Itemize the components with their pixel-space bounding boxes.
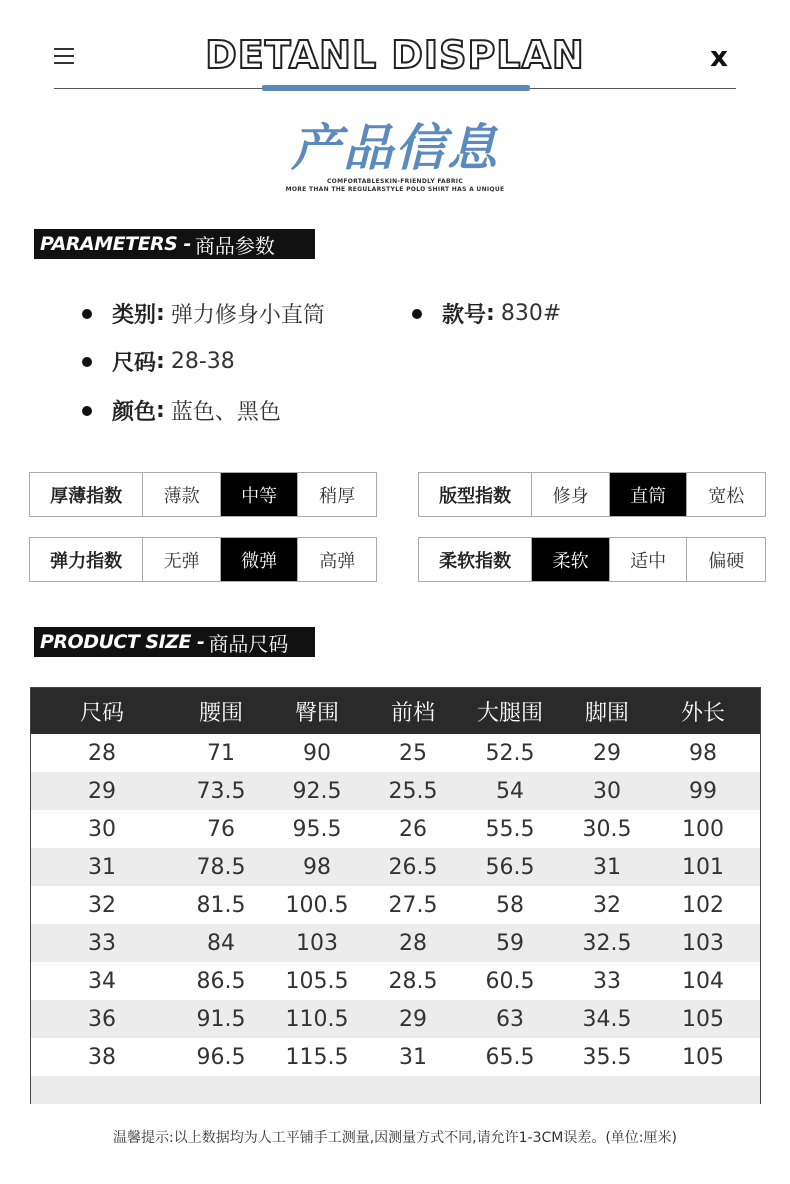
table-row [31, 810, 760, 848]
table-cell: 104 [682, 968, 724, 994]
param-value: 弹力修身小直筒 [170, 303, 325, 328]
table-cell: 32 [88, 892, 116, 918]
table-cell: 103 [682, 930, 724, 956]
table-cell: 101 [682, 854, 724, 880]
table-cell: 30 [593, 778, 621, 804]
index-option-selected: 柔软 [532, 538, 610, 581]
header-accent-bar [262, 85, 530, 91]
size-banner-cn: 商品尺码 [208, 631, 289, 656]
table-row [31, 848, 760, 886]
table-cell: 32 [593, 892, 621, 918]
table-cell: 86.5 [196, 968, 246, 994]
column-header: 腰围 [198, 700, 243, 726]
table-cell: 100 [682, 816, 724, 842]
table-cell: 63 [496, 1006, 524, 1032]
table-cell: 96.5 [196, 1044, 246, 1070]
table-cell: 84 [207, 930, 235, 956]
table-cell: 55.5 [485, 816, 535, 842]
table-cell: 81.5 [196, 892, 246, 918]
table-cell: 34 [88, 968, 116, 994]
table-cell: 31 [399, 1044, 427, 1070]
table-cell: 29 [88, 778, 116, 804]
table-row [31, 962, 760, 1000]
param-sep: : [156, 398, 165, 423]
table-row [31, 886, 760, 924]
table-cell: 60.5 [485, 968, 535, 994]
table-cell: 102 [682, 892, 724, 918]
table-cell: 78.5 [196, 854, 246, 880]
size-banner-en: PRODUCT SIZE - [40, 631, 205, 653]
table-cell: 26 [399, 816, 427, 842]
param-sep: : [156, 301, 165, 326]
table-cell: 27.5 [388, 892, 438, 918]
size-table [30, 687, 761, 1104]
param-size [82, 346, 235, 377]
table-cell: 52.5 [485, 740, 535, 766]
param-key: 款号 [442, 303, 487, 328]
index-thickness [29, 472, 377, 517]
table-row [31, 734, 760, 772]
param-color [82, 395, 281, 426]
column-header: 脚围 [584, 700, 629, 726]
table-cell: 29 [593, 740, 621, 766]
param-key: 尺码 [112, 351, 157, 376]
table-cell: 92.5 [292, 778, 342, 804]
table-cell: 105 [682, 1006, 724, 1032]
index-label: 柔软指数 [419, 538, 532, 581]
index-option: 宽松 [708, 485, 745, 507]
brand-logo: DETANL DISPLAN [205, 33, 585, 77]
table-cell: 105.5 [285, 968, 349, 994]
table-cell: 73.5 [196, 778, 246, 804]
table-cell: 90 [303, 740, 331, 766]
index-softness [418, 537, 766, 582]
size-table-footer-row [31, 1076, 760, 1104]
table-cell: 33 [593, 968, 621, 994]
index-option: 无弹 [143, 538, 221, 581]
column-header: 尺码 [79, 700, 124, 726]
index-option: 薄款 [143, 473, 221, 516]
column-header: 前档 [390, 700, 435, 726]
subtitle-line-2: MORE THAN THE REGULARSTYLE POLO SHIRT HAS A UNIQUE [285, 186, 505, 193]
param-key: 类别 [112, 303, 157, 328]
subtitle-line-1: COMFORTABLESKIN-FRIENDLY FABRIC [326, 178, 464, 185]
table-cell: 25.5 [388, 778, 438, 804]
index-option: 偏硬 [708, 550, 745, 572]
table-cell: 28.5 [388, 968, 438, 994]
param-sep: : [156, 349, 165, 374]
table-cell: 28 [88, 740, 116, 766]
bullet-icon [82, 309, 92, 319]
index-label: 厚薄指数 [30, 473, 143, 516]
table-cell: 34.5 [582, 1006, 632, 1032]
param-value: 蓝色、黑色 [170, 400, 281, 425]
table-cell: 58 [496, 892, 524, 918]
table-cell: 38 [88, 1044, 116, 1070]
table-cell: 30 [88, 816, 116, 842]
table-cell: 76 [207, 816, 235, 842]
index-option: 修身 [532, 473, 610, 516]
index-option-selected: 中等 [221, 473, 299, 516]
index-option: 高弹 [319, 550, 356, 572]
column-header: 臀围 [294, 700, 339, 726]
table-cell: 33 [88, 930, 116, 956]
table-cell: 54 [496, 778, 524, 804]
table-cell: 95.5 [292, 816, 342, 842]
table-cell: 105 [682, 1044, 724, 1070]
table-row [31, 1000, 760, 1038]
param-key: 颜色 [112, 400, 157, 425]
index-label: 版型指数 [419, 473, 532, 516]
table-cell: 32.5 [582, 930, 632, 956]
param-category [82, 298, 325, 329]
parameters-banner [34, 229, 315, 259]
size-banner [34, 627, 315, 657]
table-cell: 29 [399, 1006, 427, 1032]
table-cell: 25 [399, 740, 427, 766]
table-row [31, 1038, 760, 1076]
index-elasticity [29, 537, 377, 582]
header [0, 0, 790, 100]
index-option: 适中 [610, 538, 688, 581]
table-cell: 31 [88, 854, 116, 880]
table-cell: 103 [296, 930, 338, 956]
table-row [31, 772, 760, 810]
bullet-icon [82, 406, 92, 416]
index-option: 稍厚 [319, 485, 356, 507]
table-cell: 59 [496, 930, 524, 956]
index-label: 弹力指数 [30, 538, 143, 581]
table-cell: 91.5 [196, 1006, 246, 1032]
table-cell: 30.5 [582, 816, 632, 842]
close-icon[interactable]: x [710, 40, 729, 73]
bullet-icon [412, 309, 422, 319]
size-table-header [31, 688, 760, 734]
parameters-banner-cn: 商品参数 [194, 233, 275, 258]
table-cell: 98 [689, 740, 717, 766]
param-value: 830# [500, 301, 562, 326]
table-cell: 36 [88, 1006, 116, 1032]
param-style-number [412, 298, 561, 329]
table-cell: 100.5 [285, 892, 349, 918]
table-cell: 56.5 [485, 854, 535, 880]
page-title: 产品信息 [291, 119, 499, 177]
table-cell: 110.5 [285, 1006, 349, 1032]
index-option-selected: 直筒 [610, 473, 688, 516]
param-value: 28-38 [170, 349, 235, 374]
table-row [31, 924, 760, 962]
column-header: 大腿围 [476, 700, 543, 726]
column-header: 外长 [680, 700, 725, 726]
table-cell: 98 [303, 854, 331, 880]
table-cell: 115.5 [285, 1044, 349, 1070]
size-table-body [31, 734, 760, 1076]
table-cell: 71 [207, 740, 235, 766]
table-cell: 31 [593, 854, 621, 880]
table-cell: 28 [399, 930, 427, 956]
table-cell: 65.5 [485, 1044, 535, 1070]
index-fit [418, 472, 766, 517]
param-sep: : [486, 301, 495, 326]
bullet-icon [82, 357, 92, 367]
measurement-note: 温馨提示:以上数据均为人工平铺手工测量,因测量方式不同,请允许1-3CM误差。(单位:厘米) [113, 1130, 677, 1146]
index-option-selected: 微弹 [221, 538, 299, 581]
table-cell: 99 [689, 778, 717, 804]
parameters-banner-en: PARAMETERS - [40, 233, 191, 255]
table-cell: 35.5 [582, 1044, 632, 1070]
table-cell: 26.5 [388, 854, 438, 880]
